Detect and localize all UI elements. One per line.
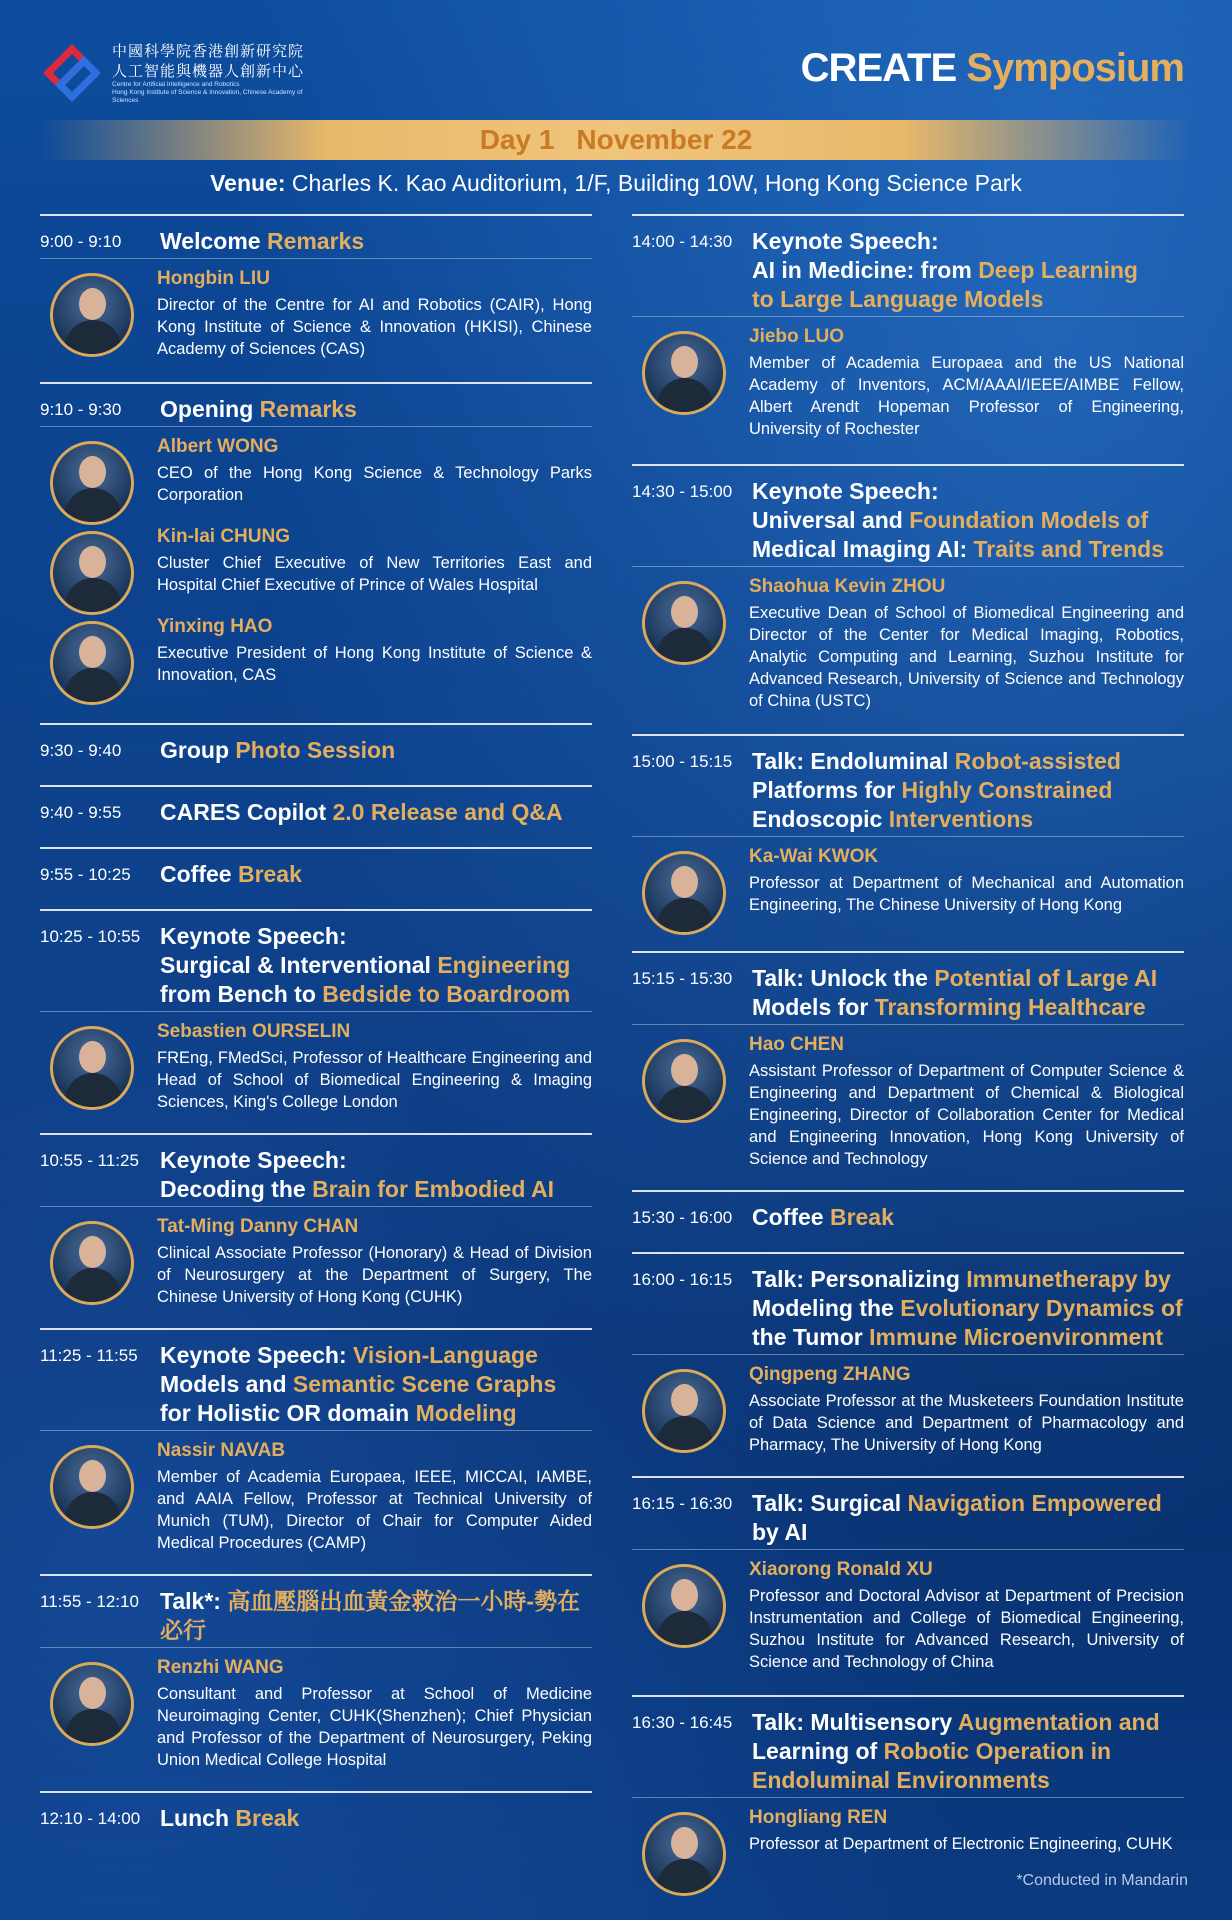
speaker-description: Assistant Professor of Department of Computer Science & Engineering and Department of Chemical & Biological Engineering, Director of Collaboration Center for Medical and Engineering Innovation, Hong Kong University of Science and Technology <box>749 1062 1184 1168</box>
avatar-head <box>79 1460 106 1492</box>
title-segment: Interventions <box>888 806 1034 832</box>
title-segment: Talk*: <box>160 1588 228 1614</box>
title-segment: Engineering <box>437 952 571 978</box>
title-divider <box>40 426 592 427</box>
session-time: 15:15 - 15:30 <box>632 969 733 988</box>
session-time: 11:25 - 11:55 <box>40 1346 138 1365</box>
title-segment: Keynote Speech: <box>160 923 347 949</box>
speaker-avatar <box>50 273 134 357</box>
footnote: *Conducted in Mandarin <box>1016 1872 1188 1889</box>
avatar-body <box>657 898 713 935</box>
speaker-name: Tat-Ming Danny CHAN <box>157 1216 359 1237</box>
speaker-name: Nassir NAVAB <box>157 1440 286 1461</box>
speaker-avatar <box>642 1039 726 1123</box>
avatar-head <box>671 346 698 378</box>
speaker-entry <box>40 267 592 360</box>
title-segment: Group <box>160 737 236 763</box>
title-segment: Keynote Speech: <box>160 1147 347 1173</box>
title-divider <box>632 836 1184 837</box>
session-time: 12:10 - 14:00 <box>40 1809 141 1828</box>
speaker-name: Jiebo LUO <box>749 326 845 347</box>
session-block <box>632 1192 1184 1252</box>
venue-text: Charles K. Kao Auditorium, 1/F, Building 10W, Hong Kong Science Park <box>291 170 1022 196</box>
title-divider <box>632 566 1184 567</box>
speaker-info <box>157 435 592 506</box>
speaker-info <box>157 1020 592 1113</box>
speaker-avatar <box>642 581 726 665</box>
title-segment: Endoscopic <box>752 806 889 832</box>
avatar-body <box>657 1416 713 1453</box>
logo-zh-line2: 人工智能與機器人創新中心 <box>112 62 305 80</box>
session-title <box>160 787 592 843</box>
session-block <box>40 1793 592 1853</box>
avatar-body <box>657 378 713 415</box>
session-block <box>40 911 592 1133</box>
venue-line <box>0 168 1232 198</box>
brand-word2: Symposium <box>966 46 1184 90</box>
brand-word1: CREATE <box>800 46 957 90</box>
title-segment: Evolutionary Dynamics of <box>900 1295 1183 1321</box>
title-segment: Immune Microenvironment <box>869 1324 1164 1350</box>
title-segment: Surgical & Interventional <box>160 952 438 978</box>
day-banner <box>40 120 1192 160</box>
title-segment: Semantic Scene Graphs <box>292 1371 557 1397</box>
speaker-entry <box>632 1363 1184 1456</box>
session-block <box>40 1576 592 1791</box>
speaker-avatar <box>50 531 134 615</box>
session-time: 15:30 - 16:00 <box>632 1208 733 1227</box>
title-segment: Robotic Operation in <box>883 1738 1112 1764</box>
speaker-entry <box>40 615 592 701</box>
speaker-description: Professor at Department of Mechanical and Automation Engineering, The Chinese University of Hong Kong <box>749 874 1184 914</box>
speaker-description: Member of Academia Europaea and the US National Academy of Inventors, ACM/AAAI/IEEE/AIMBE Fellow, Albert Arendt Hopeman Professor of Engineering, University of Rochester <box>749 354 1184 438</box>
title-segment: Keynote Speech: <box>752 228 939 254</box>
avatar-head <box>79 1041 106 1073</box>
title-segment: Brain for Embodied AI <box>312 1176 555 1202</box>
title-segment: Keynote Speech: <box>160 1342 353 1368</box>
speaker-description: Executive Dean of School of Biomedical Engineering and Director of the Center for Medical Imaging, Robotics, Analytic Computing and Learning, Suzhou Institute for Advanced Research, University of Science and Technology of China (USTC) <box>749 604 1184 710</box>
speaker-entry <box>40 1439 592 1554</box>
avatar-body <box>657 1086 713 1123</box>
avatar-body <box>65 488 121 525</box>
title-segment: Deep Learning <box>978 257 1138 283</box>
title-segment: Break <box>235 1805 300 1831</box>
speaker-name: Shaohua Kevin ZHOU <box>749 576 946 597</box>
speaker-info <box>749 1033 1184 1170</box>
speaker-avatar <box>50 1026 134 1110</box>
session-time: 9:00 - 9:10 <box>40 232 122 251</box>
session-title <box>160 725 592 781</box>
speaker-info <box>157 267 592 360</box>
speaker-info <box>749 845 1184 916</box>
speaker-entry <box>632 325 1184 440</box>
title-segment: Transforming Healthcare <box>874 994 1146 1020</box>
session-block <box>632 953 1184 1190</box>
avatar-head <box>671 596 698 628</box>
speaker-entry <box>632 575 1184 712</box>
speaker-info <box>749 325 1184 440</box>
speaker-name: Renzhi WANG <box>157 1657 284 1678</box>
avatar-body <box>65 1709 121 1746</box>
speaker-description: Cluster Chief Executive of New Territories East and Hospital Chief Executive of Prince of Wales Hospital <box>157 554 592 594</box>
speaker-entry <box>40 1020 592 1113</box>
session-title <box>752 1478 1184 1547</box>
session-time: 16:00 - 16:15 <box>632 1270 733 1289</box>
title-segment: Bedside to Boardroom <box>322 981 571 1007</box>
title-divider <box>40 1430 592 1431</box>
speaker-description: Director of the Centre for AI and Robotics (CAIR), Hong Kong Institute of Science & Innovation (HKISI), Chinese Academy of Sciences (CAS) <box>157 296 592 358</box>
session-block <box>40 1330 592 1574</box>
session-title <box>752 953 1184 1022</box>
title-segment: Potential of Large AI <box>934 965 1158 991</box>
avatar-body <box>657 1859 713 1896</box>
session-block <box>40 1135 592 1328</box>
speaker-name: Sebastien OURSELIN <box>157 1021 351 1042</box>
title-segment: Endoluminal Environments <box>752 1767 1050 1793</box>
avatar-head <box>79 1677 106 1709</box>
speaker-info <box>157 1656 592 1771</box>
title-segment: Coffee <box>160 861 238 887</box>
speaker-name: Qingpeng ZHANG <box>749 1364 911 1385</box>
speaker-description: Professor and Doctoral Advisor at Department of Precision Instrumentation and College of Biomedical Engineering, Suzhou Institute for Advanced Research, University of Science and Technology of China <box>749 1587 1184 1671</box>
session-title <box>160 849 592 905</box>
session-time: 9:30 - 9:40 <box>40 741 122 760</box>
title-divider <box>632 1024 1184 1025</box>
logo-zh-line1: 中國科學院香港創新研究院 <box>112 42 305 60</box>
title-segment: Modeling <box>415 1400 517 1426</box>
session-title <box>752 466 1184 564</box>
session-time: 14:30 - 15:00 <box>632 482 733 501</box>
speaker-name: Hongliang REN <box>749 1807 888 1828</box>
title-segment: Highly Constrained <box>901 777 1113 803</box>
symposium-brand <box>801 46 1184 91</box>
schedule-left-column <box>40 214 592 1853</box>
title-segment: to Large Language Models <box>752 286 1044 312</box>
title-divider <box>632 1797 1184 1798</box>
speaker-name: Hao CHEN <box>749 1034 845 1055</box>
speaker-info <box>157 1215 592 1308</box>
avatar-body <box>65 1268 121 1305</box>
speaker-name: Ka-Wai KWOK <box>749 846 879 867</box>
session-block <box>40 849 592 909</box>
title-segment: Talk: Multisensory <box>752 1709 958 1735</box>
title-segment: Remarks <box>259 396 357 422</box>
avatar-body <box>65 1073 121 1110</box>
title-segment: Talk: Unlock the <box>752 965 935 991</box>
logo-en-line2: Hong Kong Institute of Science & Innovation, Chinese Academy of Sciences <box>112 89 303 104</box>
title-segment: Robot-assisted <box>954 748 1121 774</box>
title-segment: Coffee <box>752 1204 830 1230</box>
speaker-description: Professor at Department of Electronic Engineering, CUHK <box>749 1835 1173 1853</box>
avatar-body <box>65 578 121 615</box>
speaker-name: Albert WONG <box>157 436 279 457</box>
title-segment: Talk: Surgical <box>752 1490 908 1516</box>
title-segment: 高血壓腦出血黃金救治一小時-勢在必行 <box>160 1588 580 1643</box>
avatar-head <box>79 1236 106 1268</box>
title-segment: Talk: Personalizing <box>752 1266 967 1292</box>
cair-logo-icon <box>40 41 104 105</box>
speaker-entry <box>632 1558 1184 1673</box>
title-segment: Foundation Models of <box>909 507 1149 533</box>
cair-logo <box>40 40 310 106</box>
title-segment: Talk: Endoluminal <box>752 748 955 774</box>
avatar-body <box>657 628 713 665</box>
speaker-entry <box>40 525 592 611</box>
avatar-body <box>65 320 121 357</box>
session-block <box>632 216 1184 464</box>
speaker-description: FREng, FMedSci, Professor of Healthcare Engineering and Head of School of Biomedical Engineering & Imaging Sciences, King's College London <box>157 1049 592 1111</box>
title-segment: Keynote Speech: <box>752 478 939 504</box>
speaker-name: Hongbin LIU <box>157 268 270 289</box>
schedule-right-column <box>632 214 1184 1906</box>
session-title <box>160 1135 592 1204</box>
title-segment: Break <box>829 1204 894 1230</box>
avatar-head <box>671 1054 698 1086</box>
speaker-info <box>749 1558 1184 1673</box>
session-block <box>632 1254 1184 1476</box>
speaker-description: CEO of the Hong Kong Science & Technology Parks Corporation <box>157 464 592 504</box>
session-time: 9:40 - 9:55 <box>40 803 122 822</box>
title-divider <box>632 1549 1184 1550</box>
title-segment: Universal and <box>752 507 910 533</box>
session-block <box>632 466 1184 734</box>
session-time: 10:55 - 11:25 <box>40 1151 139 1170</box>
title-segment: Welcome <box>160 228 267 254</box>
speaker-name: Xiaorong Ronald XU <box>749 1559 933 1580</box>
title-segment: 2.0 Release and Q&A <box>332 799 563 825</box>
avatar-body <box>65 1492 121 1529</box>
avatar-head <box>79 456 106 488</box>
title-segment: Vision-Language <box>353 1342 538 1368</box>
session-time: 11:55 - 12:10 <box>40 1592 139 1611</box>
title-segment: Learning of <box>752 1738 884 1764</box>
speaker-avatar <box>642 1812 726 1896</box>
speaker-name: Yinxing HAO <box>157 616 273 637</box>
speaker-info <box>157 1439 592 1554</box>
title-segment: CARES Copilot <box>160 799 333 825</box>
title-segment: Augmentation and <box>957 1709 1160 1735</box>
speaker-info <box>749 1363 1184 1456</box>
title-divider <box>40 1647 592 1648</box>
title-segment: from Bench to <box>160 981 323 1007</box>
title-divider <box>632 316 1184 317</box>
speaker-avatar <box>50 1221 134 1305</box>
title-divider <box>40 1011 592 1012</box>
speaker-avatar <box>642 1564 726 1648</box>
speaker-info <box>157 525 592 596</box>
title-segment: Immunetherapy by <box>966 1266 1171 1292</box>
title-divider <box>40 1206 592 1207</box>
session-block <box>40 384 592 723</box>
speaker-entry <box>40 1656 592 1771</box>
avatar-head <box>671 1384 698 1416</box>
title-segment: Photo Session <box>235 737 396 763</box>
speaker-avatar <box>642 851 726 935</box>
avatar-head <box>671 1827 698 1859</box>
speaker-avatar <box>50 441 134 525</box>
session-title <box>752 1192 1184 1248</box>
speaker-description: Clinical Associate Professor (Honorary) & Head of Division of Neurosurgery at the Department of Surgery, The Chinese University of Hong Kong (CUHK) <box>157 1244 592 1306</box>
session-block <box>40 216 592 382</box>
session-title <box>752 736 1184 834</box>
session-time: 14:00 - 14:30 <box>632 232 733 251</box>
title-segment: Remarks <box>266 228 365 254</box>
session-time: 10:25 - 10:55 <box>40 927 141 946</box>
session-block <box>40 725 592 785</box>
speaker-entry <box>40 1215 592 1308</box>
title-segment: Opening <box>160 396 260 422</box>
session-title <box>160 1793 592 1849</box>
speaker-entry <box>40 435 592 521</box>
session-title <box>160 384 592 424</box>
title-divider <box>40 258 592 259</box>
session-title <box>160 1576 592 1645</box>
avatar-head <box>79 546 106 578</box>
avatar-head <box>79 636 106 668</box>
speaker-info <box>157 615 592 686</box>
speaker-description: Member of Academia Europaea, IEEE, MICCAI, IAMBE, and AAIA Fellow, Professor at Technical University of Munich (TUM), Director of Chair for Computer Aided Medical Procedures (CAMP) <box>157 1468 592 1552</box>
speaker-avatar <box>50 1662 134 1746</box>
title-segment: AI in Medicine: from <box>752 257 979 283</box>
speaker-info <box>749 1806 1184 1855</box>
speaker-description: Associate Professor at the Musketeers Foundation Institute of Data Science and Department of Pharmacology and Pharmacy, The University of Hong Kong <box>749 1392 1184 1454</box>
avatar-body <box>657 1611 713 1648</box>
title-segment: Traits and Trends <box>973 536 1164 562</box>
title-segment: Decoding the <box>160 1176 313 1202</box>
speaker-avatar <box>50 1445 134 1529</box>
title-segment: Navigation Empowered <box>907 1490 1162 1516</box>
title-segment: for Holistic OR domain <box>160 1400 416 1426</box>
logo-en-line1: Centre for Artificial Intelligence and Robotics <box>112 81 240 88</box>
speaker-avatar <box>642 1369 726 1453</box>
speaker-description: Executive President of Hong Kong Institute of Science & Innovation, CAS <box>157 644 592 684</box>
session-title <box>160 1330 592 1428</box>
session-block <box>632 1478 1184 1695</box>
speaker-name: Kin-lai CHUNG <box>157 526 290 547</box>
avatar-head <box>671 1579 698 1611</box>
title-divider <box>632 1354 1184 1355</box>
session-time: 16:15 - 16:30 <box>632 1494 733 1513</box>
speaker-avatar <box>50 621 134 705</box>
date-label: November 22 <box>576 124 753 155</box>
session-block <box>40 787 592 847</box>
session-block <box>632 736 1184 951</box>
speaker-description: Consultant and Professor at School of Medicine Neuroimaging Center, CUHK(Shenzhen); Chief Physician and Professor of the Department of Neurosurgery, Peking Union Medical College Hospital <box>157 1685 592 1769</box>
session-title <box>752 1254 1184 1352</box>
title-segment: the Tumor <box>752 1324 870 1350</box>
title-segment: Models for <box>752 994 875 1020</box>
speaker-entry <box>632 845 1184 931</box>
session-time: 16:30 - 16:45 <box>632 1713 733 1732</box>
title-segment: by AI <box>752 1519 808 1545</box>
session-time: 15:00 - 15:15 <box>632 752 733 771</box>
title-segment: Models and <box>160 1371 293 1397</box>
speaker-info <box>749 575 1184 712</box>
title-segment: Medical Imaging AI: <box>752 536 974 562</box>
avatar-body <box>65 668 121 705</box>
title-segment: Platforms for <box>752 777 902 803</box>
session-title <box>160 911 592 1009</box>
title-segment: Modeling the <box>752 1295 901 1321</box>
session-time: 9:10 - 9:30 <box>40 400 122 419</box>
speaker-avatar <box>642 331 726 415</box>
venue-label: Venue: <box>210 170 286 196</box>
day-label: Day 1 <box>479 124 555 155</box>
title-segment: Lunch <box>160 1805 236 1831</box>
title-segment: Break <box>237 861 302 887</box>
session-title <box>752 1697 1184 1795</box>
session-time: 9:55 - 10:25 <box>40 865 131 884</box>
avatar-head <box>79 288 106 320</box>
speaker-entry <box>632 1033 1184 1170</box>
session-title <box>752 216 1184 314</box>
avatar-head <box>671 866 698 898</box>
session-title <box>160 216 592 256</box>
